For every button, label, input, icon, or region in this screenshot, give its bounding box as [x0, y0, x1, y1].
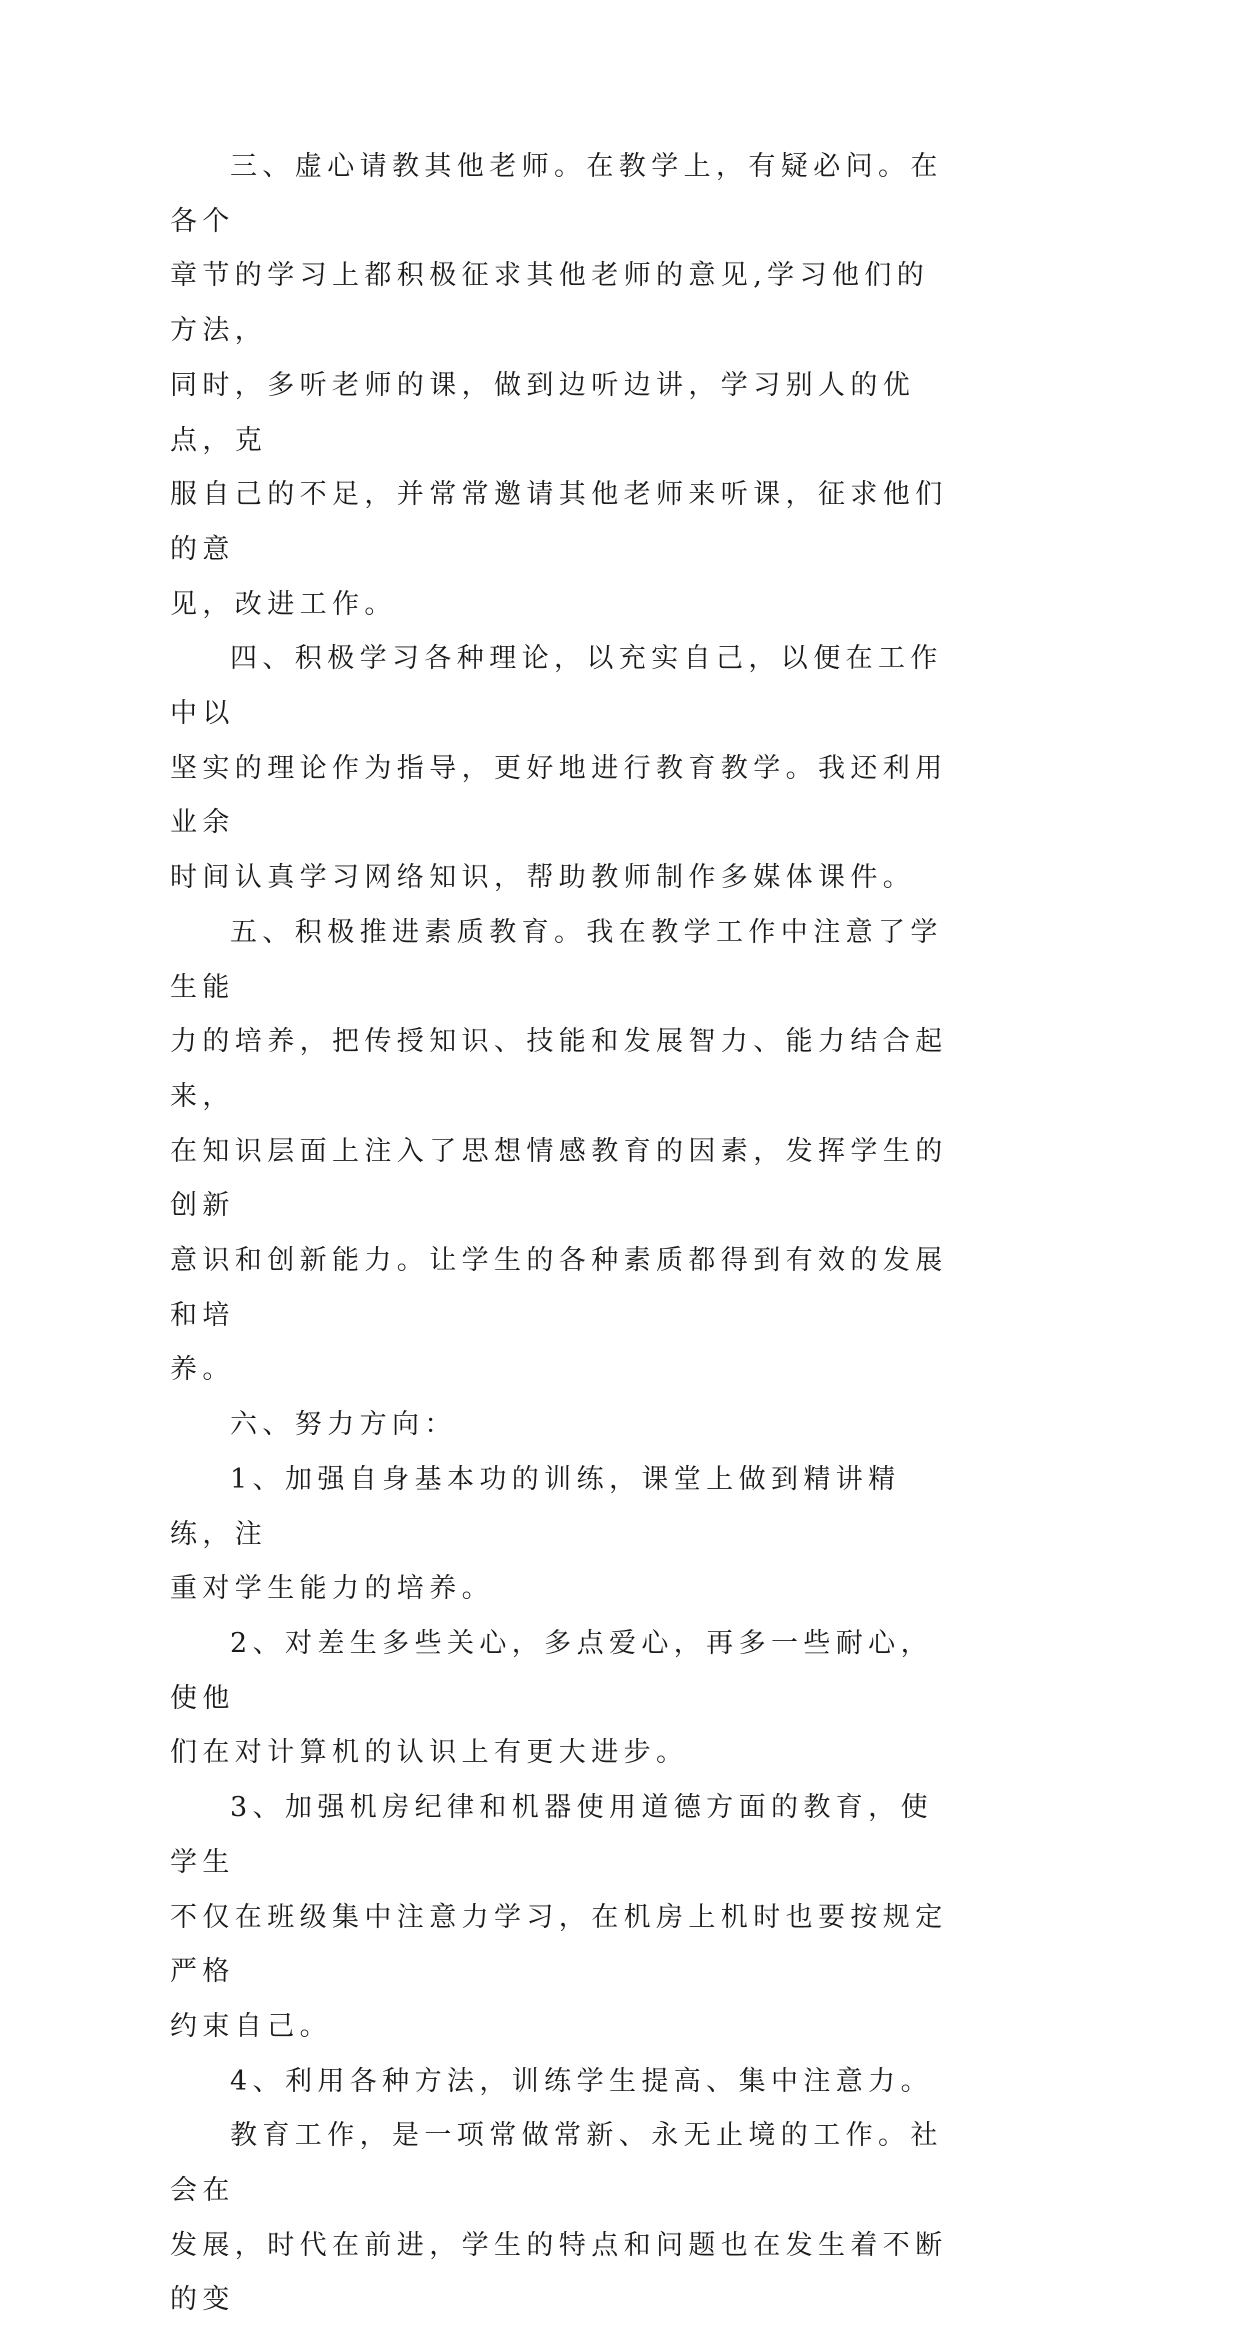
document-body [170, 140, 950, 2328]
list-item-2: 2、对差生多些关心，多点爱心，再多一些耐心，使他 们在对计算机的认识上有更大进步。 [170, 1627, 933, 1769]
list-item-3: 3、加强机房纪律和机器使用道德方面的教育，使学生 不仅在班级集中注意力学习，在机房上机时也要按规定严格 约束自己。 [170, 1792, 948, 2042]
list-item-4: 4、利用各种方法，训练学生提高、集中注意力。 [230, 2065, 933, 2097]
closing-paragraph: 教育工作，是一项常做常新、永无止境的工作。社会在 发展，时代在前进，学生的特点和问题也在发生着不断的变 [170, 2120, 948, 2316]
paragraph-4: 四、积极学习各种理论，以充实自己，以便在工作中以 坚实的理论作为指导，更好地进行教育教学。我还利用业余 时间认真学习网络知识，帮助教师制作多媒体课件。 [170, 643, 948, 894]
list-item-1: 1、加强自身基本功的训练，课堂上做到精讲精练，注 重对学生能力的培养。 [170, 1463, 901, 1605]
paragraph-6-heading: 六、努力方向： [230, 1409, 457, 1441]
paragraph-5: 五、积极推进素质教育。我在教学工作中注意了学生能 力的培养，把传授知识、技能和发展智力、能力结合起来， 在知识层面上注入了思想情感教育的因素，发挥学生的创新 意识和创新能力。让学生的各种素质都得到有效的发展和培 养。 [170, 916, 948, 1386]
paragraph-3: 三、虚心请教其他老师。在教学上，有疑必问。在各个 章节的学习上都积极征求其他老师的意见,学习他们的方法， 同时，多听老师的课，做到边听边讲，学习别人的优点，克 服自己的不足，并常常邀请其他老师来听课，征求他们的意 见，改进工作。 [170, 151, 948, 620]
